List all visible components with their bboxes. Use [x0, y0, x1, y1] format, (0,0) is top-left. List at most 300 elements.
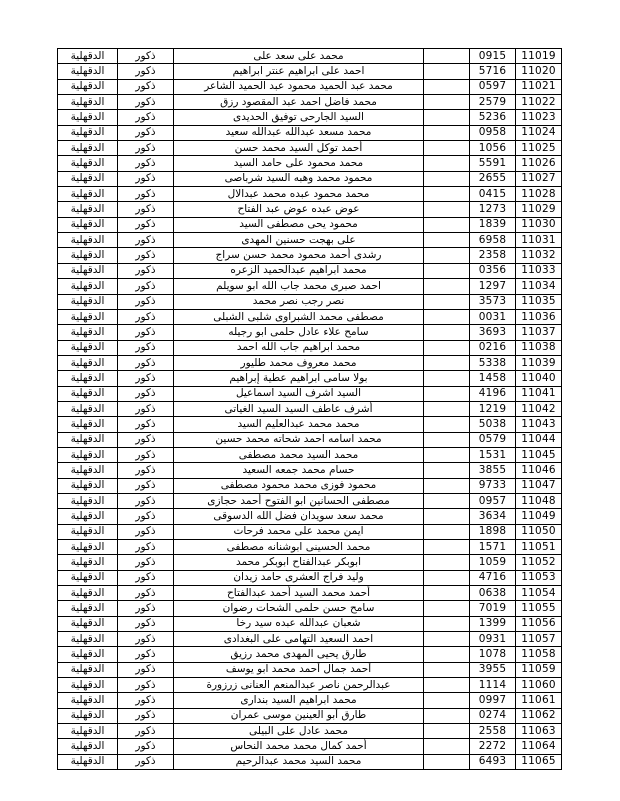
cell-sex: ذكور [118, 601, 174, 616]
cell-blank [424, 693, 470, 708]
table-row [58, 294, 562, 309]
cell-serial: 0356 [470, 263, 516, 278]
cell-serial: 1114 [470, 678, 516, 693]
cell-name: نصر رجب نصر محمد [174, 294, 424, 309]
cell-blank [424, 754, 470, 769]
cell-id: 11052 [516, 555, 562, 570]
cell-governorate: الدقهلية [58, 616, 118, 631]
cell-id: 11055 [516, 601, 562, 616]
cell-id: 11044 [516, 432, 562, 447]
cell-blank [424, 279, 470, 294]
cell-governorate: الدقهلية [58, 493, 118, 508]
cell-id: 11064 [516, 739, 562, 754]
table-row [58, 125, 562, 140]
cell-sex: ذكور [118, 463, 174, 478]
cell-blank [424, 125, 470, 140]
cell-id: 11027 [516, 171, 562, 186]
cell-id: 11051 [516, 540, 562, 555]
cell-sex: ذكور [118, 217, 174, 232]
cell-name: شعبان عبدالله عبده سيد رخا [174, 616, 424, 631]
cell-blank [424, 647, 470, 662]
cell-name: ابوبكر عبدالفتاح ابوبكر محمد [174, 555, 424, 570]
cell-sex: ذكور [118, 171, 174, 186]
cell-governorate: الدقهلية [58, 678, 118, 693]
cell-serial: 0031 [470, 309, 516, 324]
cell-blank [424, 662, 470, 677]
cell-sex: ذكور [118, 401, 174, 416]
cell-governorate: الدقهلية [58, 724, 118, 739]
cell-sex: ذكور [118, 125, 174, 140]
cell-serial: 0415 [470, 187, 516, 202]
cell-name: عبدالرحمن ناصر عبدالمنعم العنانى زرزورة [174, 678, 424, 693]
cell-blank [424, 386, 470, 401]
cell-sex: ذكور [118, 509, 174, 524]
cell-id: 11021 [516, 79, 562, 94]
cell-name: على بهجت حسنين المهدى [174, 233, 424, 248]
table-row [58, 724, 562, 739]
cell-sex: ذكور [118, 386, 174, 401]
cell-blank [424, 632, 470, 647]
cell-blank [424, 294, 470, 309]
cell-governorate: الدقهلية [58, 540, 118, 555]
cell-sex: ذكور [118, 678, 174, 693]
cell-name: طارق يحيى المهدى محمد رزيق [174, 647, 424, 662]
cell-governorate: الدقهلية [58, 141, 118, 156]
table-row [58, 632, 562, 647]
cell-blank [424, 616, 470, 631]
table-row [58, 601, 562, 616]
cell-blank [424, 64, 470, 79]
cell-name: أحمد كمال محمد محمد النحاس [174, 739, 424, 754]
cell-name: محمد محمد عبدالعليم السيد [174, 417, 424, 432]
cell-governorate: الدقهلية [58, 187, 118, 202]
cell-id: 11028 [516, 187, 562, 202]
cell-sex: ذكور [118, 95, 174, 110]
table-row [58, 217, 562, 232]
cell-governorate: الدقهلية [58, 309, 118, 324]
cell-name: محمد سعد سويدان فضل الله الدسوقى [174, 509, 424, 524]
cell-serial: 0915 [470, 49, 516, 64]
cell-name: محمد محمود على حامد السيد [174, 156, 424, 171]
cell-governorate: الدقهلية [58, 586, 118, 601]
cell-serial: 7019 [470, 601, 516, 616]
table-row [58, 202, 562, 217]
cell-governorate: الدقهلية [58, 79, 118, 94]
cell-governorate: الدقهلية [58, 509, 118, 524]
cell-governorate: الدقهلية [58, 156, 118, 171]
cell-name: محمود محمد وهبه السيد شرباصى [174, 171, 424, 186]
cell-sex: ذكور [118, 724, 174, 739]
cell-governorate: الدقهلية [58, 647, 118, 662]
cell-blank [424, 493, 470, 508]
cell-serial: 1571 [470, 540, 516, 555]
cell-serial: 4196 [470, 386, 516, 401]
table-row [58, 309, 562, 324]
cell-serial: 1458 [470, 371, 516, 386]
table-row [58, 570, 562, 585]
cell-serial: 3693 [470, 325, 516, 340]
cell-blank [424, 586, 470, 601]
cell-serial: 1898 [470, 524, 516, 539]
cell-governorate: الدقهلية [58, 49, 118, 64]
cell-serial: 2358 [470, 248, 516, 263]
cell-name: احمد على ابراهيم عنتر ابراهيم [174, 64, 424, 79]
cell-id: 11025 [516, 141, 562, 156]
cell-serial: 0274 [470, 708, 516, 723]
cell-id: 11059 [516, 662, 562, 677]
cell-sex: ذكور [118, 739, 174, 754]
cell-blank [424, 463, 470, 478]
cell-serial: 0957 [470, 493, 516, 508]
cell-serial: 1056 [470, 141, 516, 156]
cell-id: 11029 [516, 202, 562, 217]
cell-serial: 1839 [470, 217, 516, 232]
cell-sex: ذكور [118, 493, 174, 508]
cell-name: ايمن محمد على محمد فرحات [174, 524, 424, 539]
cell-name: حسام محمد جمعه السعيد [174, 463, 424, 478]
cell-name: محمد على سعد على [174, 49, 424, 64]
cell-id: 11033 [516, 263, 562, 278]
cell-blank [424, 371, 470, 386]
cell-name: رشدى أحمد محمود محمد حسن سراج [174, 248, 424, 263]
cell-blank [424, 309, 470, 324]
cell-serial: 5038 [470, 417, 516, 432]
cell-sex: ذكور [118, 708, 174, 723]
cell-id: 11039 [516, 355, 562, 370]
cell-blank [424, 401, 470, 416]
cell-sex: ذكور [118, 110, 174, 125]
table-row [58, 279, 562, 294]
cell-sex: ذكور [118, 263, 174, 278]
cell-sex: ذكور [118, 478, 174, 493]
cell-blank [424, 202, 470, 217]
cell-governorate: الدقهلية [58, 294, 118, 309]
cell-name: محمد عادل على البيلى [174, 724, 424, 739]
cell-sex: ذكور [118, 371, 174, 386]
cell-governorate: الدقهلية [58, 601, 118, 616]
table-row [58, 708, 562, 723]
cell-serial: 0997 [470, 693, 516, 708]
table-row [58, 647, 562, 662]
cell-blank [424, 447, 470, 462]
cell-serial: 3573 [470, 294, 516, 309]
cell-sex: ذكور [118, 570, 174, 585]
cell-governorate: الدقهلية [58, 478, 118, 493]
table-row [58, 739, 562, 754]
cell-governorate: الدقهلية [58, 524, 118, 539]
table-row [58, 586, 562, 601]
table-row [58, 616, 562, 631]
cell-governorate: الدقهلية [58, 401, 118, 416]
cell-id: 11043 [516, 417, 562, 432]
cell-blank [424, 79, 470, 94]
cell-id: 11054 [516, 586, 562, 601]
cell-serial: 1399 [470, 616, 516, 631]
table-row [58, 355, 562, 370]
cell-serial: 0958 [470, 125, 516, 140]
cell-sex: ذكور [118, 417, 174, 432]
cell-blank [424, 601, 470, 616]
cell-blank [424, 432, 470, 447]
cell-governorate: الدقهلية [58, 125, 118, 140]
cell-serial: 6958 [470, 233, 516, 248]
cell-governorate: الدقهلية [58, 217, 118, 232]
cell-id: 11037 [516, 325, 562, 340]
cell-blank [424, 263, 470, 278]
cell-blank [424, 555, 470, 570]
cell-name: مصطفى محمد الشبراوى شلبى الشبلى [174, 309, 424, 324]
table-row [58, 463, 562, 478]
cell-id: 11062 [516, 708, 562, 723]
table-row [58, 524, 562, 539]
cell-name: محمود فوزى محمد محمود مصطفى [174, 478, 424, 493]
cell-serial: 3855 [470, 463, 516, 478]
cell-serial: 2655 [470, 171, 516, 186]
cell-id: 11049 [516, 509, 562, 524]
cell-blank [424, 171, 470, 186]
cell-name: مصطفى الحسانين ابو الفتوح أحمد حجازى [174, 493, 424, 508]
cell-id: 11057 [516, 632, 562, 647]
table-row [58, 64, 562, 79]
cell-governorate: الدقهلية [58, 386, 118, 401]
cell-blank [424, 570, 470, 585]
cell-name: محمد السيد محمد عبدالرحيم [174, 754, 424, 769]
cell-id: 11030 [516, 217, 562, 232]
cell-name: محمود يحى مصطفى السيد [174, 217, 424, 232]
cell-sex: ذكور [118, 156, 174, 171]
table-row [58, 678, 562, 693]
table-row [58, 386, 562, 401]
cell-name: أحمد جمال أحمد محمد ابو يوسف [174, 662, 424, 677]
cell-blank [424, 49, 470, 64]
cell-id: 11038 [516, 340, 562, 355]
cell-name: محمد ابراهيم عبدالحميد الزعره [174, 263, 424, 278]
cell-blank [424, 739, 470, 754]
cell-id: 11035 [516, 294, 562, 309]
cell-governorate: الدقهلية [58, 110, 118, 125]
cell-serial: 5591 [470, 156, 516, 171]
cell-blank [424, 217, 470, 232]
cell-governorate: الدقهلية [58, 693, 118, 708]
cell-sex: ذكور [118, 447, 174, 462]
table-row [58, 156, 562, 171]
cell-blank [424, 724, 470, 739]
table-row [58, 187, 562, 202]
cell-governorate: الدقهلية [58, 263, 118, 278]
cell-name: محمد معروف محمد طليور [174, 355, 424, 370]
cell-id: 11019 [516, 49, 562, 64]
cell-id: 11048 [516, 493, 562, 508]
cell-serial: 0579 [470, 432, 516, 447]
cell-blank [424, 509, 470, 524]
cell-sex: ذكور [118, 141, 174, 156]
cell-name: طارق أبو العينين موسى عمران [174, 708, 424, 723]
cell-id: 11024 [516, 125, 562, 140]
cell-serial: 2272 [470, 739, 516, 754]
cell-governorate: الدقهلية [58, 340, 118, 355]
cell-sex: ذكور [118, 616, 174, 631]
cell-governorate: الدقهلية [58, 171, 118, 186]
cell-id: 11042 [516, 401, 562, 416]
table-row [58, 478, 562, 493]
cell-name: أشرف عاطف السيد السيد الغياتى [174, 401, 424, 416]
table-row [58, 340, 562, 355]
cell-blank [424, 95, 470, 110]
cell-id: 11046 [516, 463, 562, 478]
cell-sex: ذكور [118, 586, 174, 601]
cell-sex: ذكور [118, 79, 174, 94]
cell-blank [424, 110, 470, 125]
cell-sex: ذكور [118, 524, 174, 539]
cell-governorate: الدقهلية [58, 632, 118, 647]
cell-blank [424, 524, 470, 539]
table-row [58, 432, 562, 447]
cell-name: عوض عبده عوض عبد الفتاح [174, 202, 424, 217]
table-row [58, 49, 562, 64]
cell-serial: 0931 [470, 632, 516, 647]
cell-governorate: الدقهلية [58, 202, 118, 217]
cell-name: السيد الجارحى توفيق الحديدى [174, 110, 424, 125]
cell-serial: 0638 [470, 586, 516, 601]
table-row [58, 447, 562, 462]
cell-id: 11056 [516, 616, 562, 631]
cell-governorate: الدقهلية [58, 64, 118, 79]
cell-serial: 1078 [470, 647, 516, 662]
cell-blank [424, 156, 470, 171]
cell-blank [424, 708, 470, 723]
cell-name: وليد فراج العشرى حامد زيدان [174, 570, 424, 585]
cell-id: 11040 [516, 371, 562, 386]
cell-serial: 0216 [470, 340, 516, 355]
table-row [58, 509, 562, 524]
cell-id: 11045 [516, 447, 562, 462]
table-row [58, 141, 562, 156]
cell-sex: ذكور [118, 294, 174, 309]
cell-sex: ذكور [118, 49, 174, 64]
table-row [58, 493, 562, 508]
table-row [58, 693, 562, 708]
cell-blank [424, 248, 470, 263]
cell-id: 11050 [516, 524, 562, 539]
cell-id: 11041 [516, 386, 562, 401]
cell-governorate: الدقهلية [58, 233, 118, 248]
cell-id: 11032 [516, 248, 562, 263]
cell-id: 11023 [516, 110, 562, 125]
cell-name: محمد عبد الحميد محمود عبد الحميد الشاعر [174, 79, 424, 94]
table-row [58, 662, 562, 677]
cell-governorate: الدقهلية [58, 708, 118, 723]
cell-governorate: الدقهلية [58, 417, 118, 432]
cell-sex: ذكور [118, 202, 174, 217]
cell-id: 11063 [516, 724, 562, 739]
cell-id: 11036 [516, 309, 562, 324]
cell-governorate: الدقهلية [58, 325, 118, 340]
cell-governorate: الدقهلية [58, 662, 118, 677]
cell-governorate: الدقهلية [58, 432, 118, 447]
cell-governorate: الدقهلية [58, 355, 118, 370]
table-row [58, 540, 562, 555]
cell-sex: ذكور [118, 233, 174, 248]
cell-sex: ذكور [118, 355, 174, 370]
table-row [58, 555, 562, 570]
cell-blank [424, 187, 470, 202]
cell-governorate: الدقهلية [58, 739, 118, 754]
cell-sex: ذكور [118, 340, 174, 355]
cell-id: 11026 [516, 156, 562, 171]
cell-sex: ذكور [118, 693, 174, 708]
cell-id: 11031 [516, 233, 562, 248]
cell-serial: 3955 [470, 662, 516, 677]
cell-name: أحمد توكل السيد محمد حسن [174, 141, 424, 156]
cell-id: 11047 [516, 478, 562, 493]
cell-sex: ذكور [118, 555, 174, 570]
cell-serial: 1059 [470, 555, 516, 570]
cell-id: 11034 [516, 279, 562, 294]
table-row [58, 95, 562, 110]
table-row [58, 171, 562, 186]
cell-governorate: الدقهلية [58, 555, 118, 570]
cell-blank [424, 678, 470, 693]
cell-governorate: الدقهلية [58, 279, 118, 294]
cell-governorate: الدقهلية [58, 463, 118, 478]
cell-governorate: الدقهلية [58, 95, 118, 110]
cell-name: احمد صبرى محمد جاب الله ابو سويلم [174, 279, 424, 294]
cell-governorate: الدقهلية [58, 447, 118, 462]
cell-serial: 9733 [470, 478, 516, 493]
cell-sex: ذكور [118, 432, 174, 447]
cell-serial: 1297 [470, 279, 516, 294]
cell-serial: 5338 [470, 355, 516, 370]
cell-blank [424, 540, 470, 555]
cell-serial: 1531 [470, 447, 516, 462]
cell-serial: 5716 [470, 64, 516, 79]
table-row [58, 233, 562, 248]
cell-name: محمد محمود عبده محمد عبدالال [174, 187, 424, 202]
cell-blank [424, 417, 470, 432]
cell-blank [424, 355, 470, 370]
cell-id: 11060 [516, 678, 562, 693]
cell-name: محمد اسامه احمد شحاته محمد حسين [174, 432, 424, 447]
cell-serial: 5236 [470, 110, 516, 125]
cell-name: محمد فاضل احمد عبد المقصود رزق [174, 95, 424, 110]
cell-name: محمد السيد محمد مصطفى [174, 447, 424, 462]
cell-blank [424, 325, 470, 340]
cell-sex: ذكور [118, 647, 174, 662]
table-row [58, 325, 562, 340]
cell-governorate: الدقهلية [58, 248, 118, 263]
cell-id: 11065 [516, 754, 562, 769]
cell-id: 11022 [516, 95, 562, 110]
cell-blank [424, 233, 470, 248]
cell-serial: 6493 [470, 754, 516, 769]
cell-name: سامح علاء عادل حلمى ابو رجيله [174, 325, 424, 340]
cell-sex: ذكور [118, 632, 174, 647]
cell-id: 11058 [516, 647, 562, 662]
cell-sex: ذكور [118, 309, 174, 324]
cell-sex: ذكور [118, 64, 174, 79]
table-row [58, 417, 562, 432]
cell-sex: ذكور [118, 187, 174, 202]
table-row [58, 79, 562, 94]
cell-name: محمد مسعد عبدالله عبدالله سعيد [174, 125, 424, 140]
cell-governorate: الدقهلية [58, 570, 118, 585]
table-row [58, 263, 562, 278]
cell-sex: ذكور [118, 279, 174, 294]
table-row [58, 248, 562, 263]
cell-governorate: الدقهلية [58, 371, 118, 386]
cell-serial: 2558 [470, 724, 516, 739]
cell-name: احمد السعيد التهامى على البغدادى [174, 632, 424, 647]
